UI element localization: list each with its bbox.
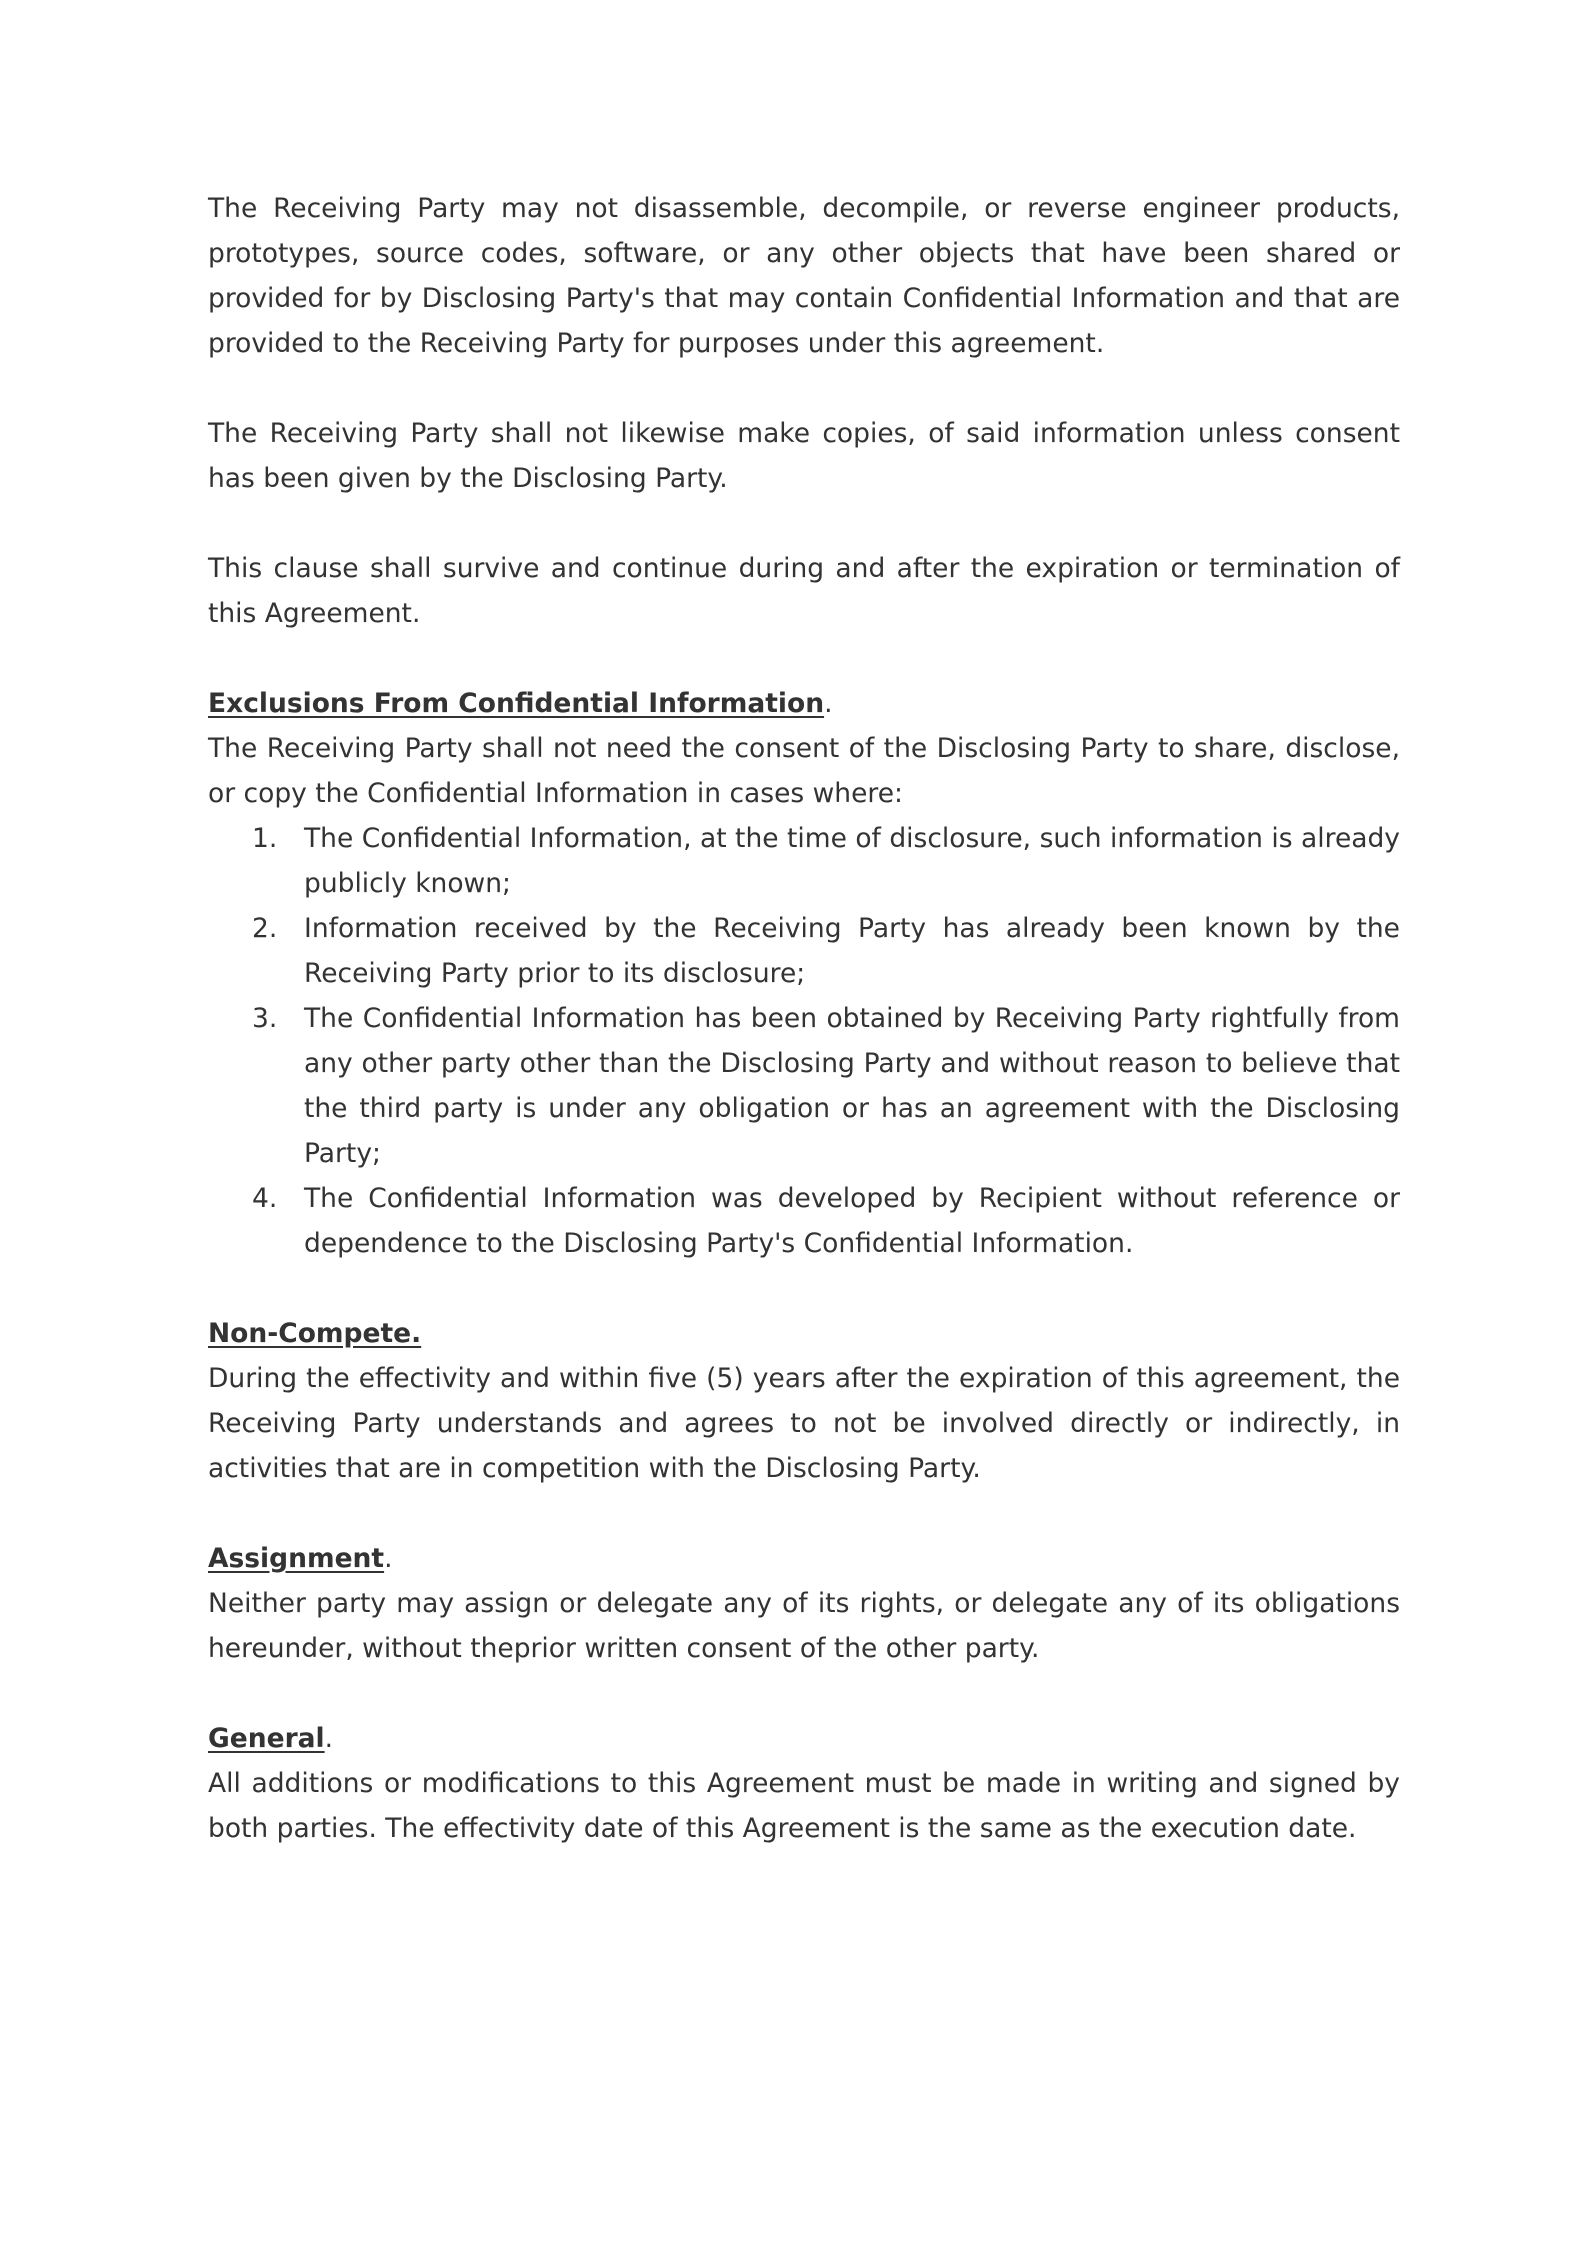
list-number: 4. [252, 1183, 278, 1214]
spacer [208, 1491, 1400, 1536]
list-item [252, 906, 1400, 996]
list-number: 3. [252, 1003, 278, 1034]
spacer [208, 501, 1400, 546]
assignment-body: Neither party may assign or delegate any of its rights, or delegate any of its obligations hereunder, without theprior written consent of the other party. [208, 1588, 1400, 1664]
list-item [252, 996, 1400, 1176]
heading-suffix: . [324, 1723, 334, 1754]
section-heading-general [208, 1716, 1400, 1761]
heading-text: Assignment [208, 1543, 385, 1574]
heading-suffix: . [824, 688, 833, 719]
list-item [252, 816, 1400, 906]
paragraph-survival: This clause shall survive and continue during and after the expiration or termination of this Agreement. [208, 553, 1400, 629]
spacer [208, 1266, 1400, 1311]
spacer [208, 1671, 1400, 1716]
section-heading-non-compete [208, 1311, 1400, 1356]
section-heading-assignment [208, 1536, 1400, 1581]
exclusions-list [208, 816, 1400, 1266]
document-page [208, 186, 1400, 1851]
list-item-text: Information received by the Receiving Party has already been known by the Receiving Party prior to its disclosure; [304, 913, 1400, 989]
general-body: All additions or modifications to this Agreement must be made in writing and signed by both parties. The effectivity date of this Agreement is the same as the execution date. [208, 1768, 1400, 1844]
list-item-text: The Confidential Information was developed by Recipient without reference or dependence to the Disclosing Party's Confidential Information. [304, 1183, 1400, 1259]
heading-suffix: . [384, 1543, 393, 1574]
list-item-text: The Confidential Information has been obtained by Receiving Party rightfully from any other party other than the Disclosing Party and without reason to believe that the third party is under any obligation or has an agreement with the Disclosing Party; [304, 1003, 1400, 1169]
list-number: 1. [252, 823, 278, 854]
spacer [208, 636, 1400, 681]
list-item [252, 1176, 1400, 1266]
exclusions-intro: The Receiving Party shall not need the consent of the Disclosing Party to share, disclose, or copy the Confidential Information in cases where: [208, 733, 1400, 809]
heading-text: General [208, 1723, 325, 1754]
list-number: 2. [252, 913, 278, 944]
section-heading-exclusions [208, 681, 1400, 726]
spacer [208, 366, 1400, 411]
heading-text: Non-Compete. [208, 1318, 422, 1349]
heading-text: Exclusions From Confidential Information [208, 688, 825, 719]
list-item-text: The Confidential Information, at the time of disclosure, such information is already publicly known; [304, 823, 1400, 899]
paragraph-reverse-engineering: The Receiving Party may not disassemble, decompile, or reverse engineer products, prototypes, source codes, software, or any other objects that have been shared or provided for by Disclosing Party's that may contain Confidential Information and that are provided to the Receiving Party for purposes under this agreement. [208, 193, 1400, 359]
non-compete-body: During the effectivity and within five (5) years after the expiration of this agreement, the Receiving Party understands and agrees to not be involved directly or indirectly, in activities that are in competition with the Disclosing Party. [208, 1363, 1400, 1484]
paragraph-copies: The Receiving Party shall not likewise make copies, of said information unless consent has been given by the Disclosing Party. [208, 418, 1400, 494]
